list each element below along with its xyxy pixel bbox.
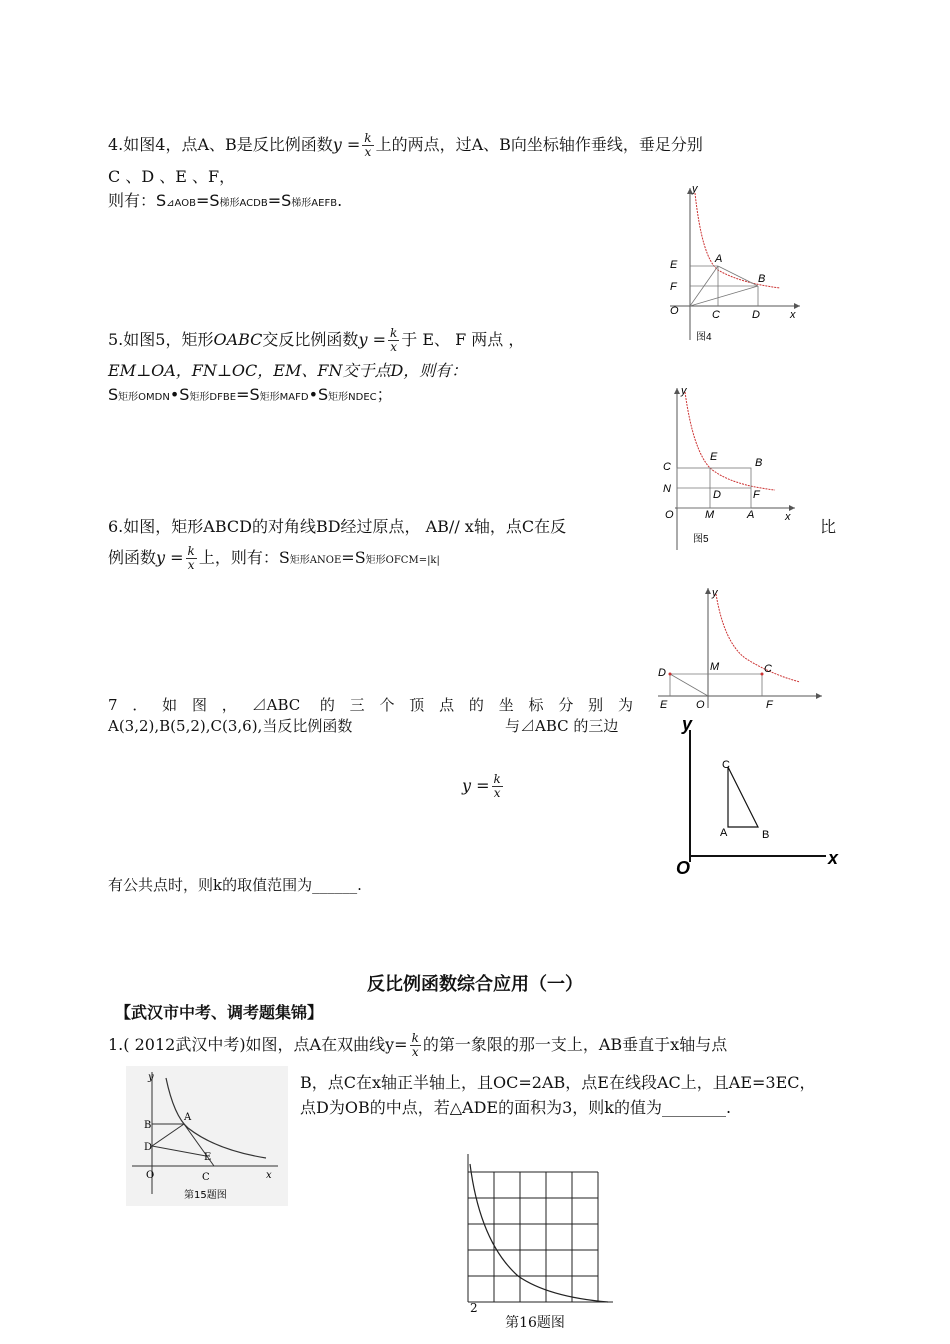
svg-text:y: y (148, 1072, 154, 1083)
figure-4 (640, 178, 810, 348)
svg-text:O: O (696, 699, 705, 711)
svg-text:E: E (204, 1152, 212, 1163)
svg-text:M: M (710, 661, 720, 673)
q4-line2: C 、D 、E 、F， (108, 167, 236, 186)
q6-line1-tail: 比 (820, 517, 837, 536)
svg-text:y: y (692, 183, 698, 195)
section-subtitle: 【武汉市中考、调考题集锦】 (115, 1003, 324, 1022)
svg-text:x: x (266, 1170, 272, 1181)
svg-text:C: C (202, 1172, 210, 1183)
q7-line2: A(3,2),B(5,2),C(3,6),当反比例函数 (108, 717, 353, 735)
q1-line2: B，点C在x轴正半轴上，且OC=2AB，点E在线段AC上，且AE=3EC， (300, 1073, 816, 1092)
svg-text:D: D (752, 309, 760, 321)
q1-line3: 点D为OB的中点，若△ADE的面积为3，则k的值为________. (300, 1098, 732, 1117)
q4-line3: 则有：S⊿AOB=S梯形ACDB=S梯形AEFB. (108, 191, 343, 210)
svg-text:M: M (705, 509, 715, 521)
svg-text:图4: 图4 (696, 332, 712, 343)
svg-text:B: B (758, 273, 766, 285)
svg-text:y: y (712, 587, 718, 599)
svg-text:D: D (713, 489, 721, 501)
svg-text:x: x (790, 309, 796, 321)
q7-line2-tail: 与⊿ABC 的三边 (505, 717, 619, 735)
q7-line3: 有公共点时，则k的取值范围为______. (108, 876, 362, 894)
svg-text:y: y (681, 385, 687, 397)
svg-text:C: C (764, 663, 772, 675)
svg-text:A: A (747, 509, 755, 521)
svg-text:C: C (712, 309, 720, 321)
svg-text:F: F (670, 281, 677, 293)
q7-line1: 7．如图，⊿ABC 的三个顶点的坐标分别为 (108, 696, 633, 714)
section-title: 反比例函数综合应用（一） (367, 974, 583, 995)
svg-text:A: A (715, 253, 723, 265)
svg-text:F: F (766, 699, 773, 711)
q5-line3: S矩形OMDN•S矩形DFBE=S矩形MAFD•S矩形NDEC； (108, 385, 393, 404)
svg-text:x: x (785, 511, 791, 523)
svg-text:B: B (755, 457, 763, 469)
svg-text:B: B (144, 1120, 152, 1131)
svg-text:F: F (753, 489, 760, 501)
figure-5 (655, 380, 805, 555)
svg-text:E: E (660, 699, 668, 711)
svg-text:E: E (670, 259, 678, 271)
svg-text:C: C (722, 759, 730, 771)
figure-7 (668, 712, 848, 877)
svg-text:A: A (184, 1112, 192, 1123)
svg-text:O: O (146, 1170, 155, 1181)
svg-text:x: x (828, 848, 839, 868)
svg-text:O: O (670, 305, 679, 317)
svg-text:B: B (762, 829, 770, 841)
svg-text:第15题图: 第15题图 (184, 1190, 227, 1201)
fraction-k-over-x: $\frac{k}{x}$ (364, 131, 372, 159)
svg-text:D: D (144, 1142, 153, 1153)
q6-line2: 例函数y = $\frac{k}{x}$ 上，则有：S矩形ANOE=S矩形OFCM=|k| (108, 544, 440, 572)
q1-line1: 1.( 2012武汉中考)如图，点A在双曲线y= $\frac{k}{x}$ 的第一象限的那一支上，AB垂直于x轴与点 (108, 1031, 728, 1059)
svg-text:C: C (663, 461, 671, 473)
svg-text:N: N (663, 483, 671, 495)
svg-text:D: D (658, 667, 666, 679)
q5-line1: 5.如图5，矩形OABC交反比例函数y = $\frac{k}{x}$ 于 E、 F 两点 ， (108, 326, 525, 354)
svg-text:O: O (676, 858, 691, 877)
q7-formula: y = $\frac{k}{x}$ (462, 772, 501, 800)
figure-6 (650, 582, 825, 712)
q4-line1: 4.如图4，点A、B是反比例函数y = $\frac{k}{x}$ 上的两点，过A、B向坐标轴作垂线，垂足分别 (108, 131, 703, 159)
figure-15 (126, 1066, 288, 1206)
svg-text:A: A (720, 827, 728, 839)
figure-16 (458, 1152, 618, 1307)
page-number: 2 (470, 1301, 478, 1315)
figure-16-caption: 第16题图 (505, 1315, 565, 1331)
q6-line1: 6.如图，矩形ABCD的对角线BD经过原点， AB// x轴，点C在反 (108, 517, 567, 536)
svg-text:O: O (665, 509, 674, 521)
svg-text:y: y (682, 714, 693, 734)
svg-text:E: E (710, 451, 718, 463)
svg-text:图5: 图5 (693, 534, 709, 545)
q5-line2: EM⊥OA，FN⊥OC，EM、FN交于点D，则有： (108, 361, 468, 380)
